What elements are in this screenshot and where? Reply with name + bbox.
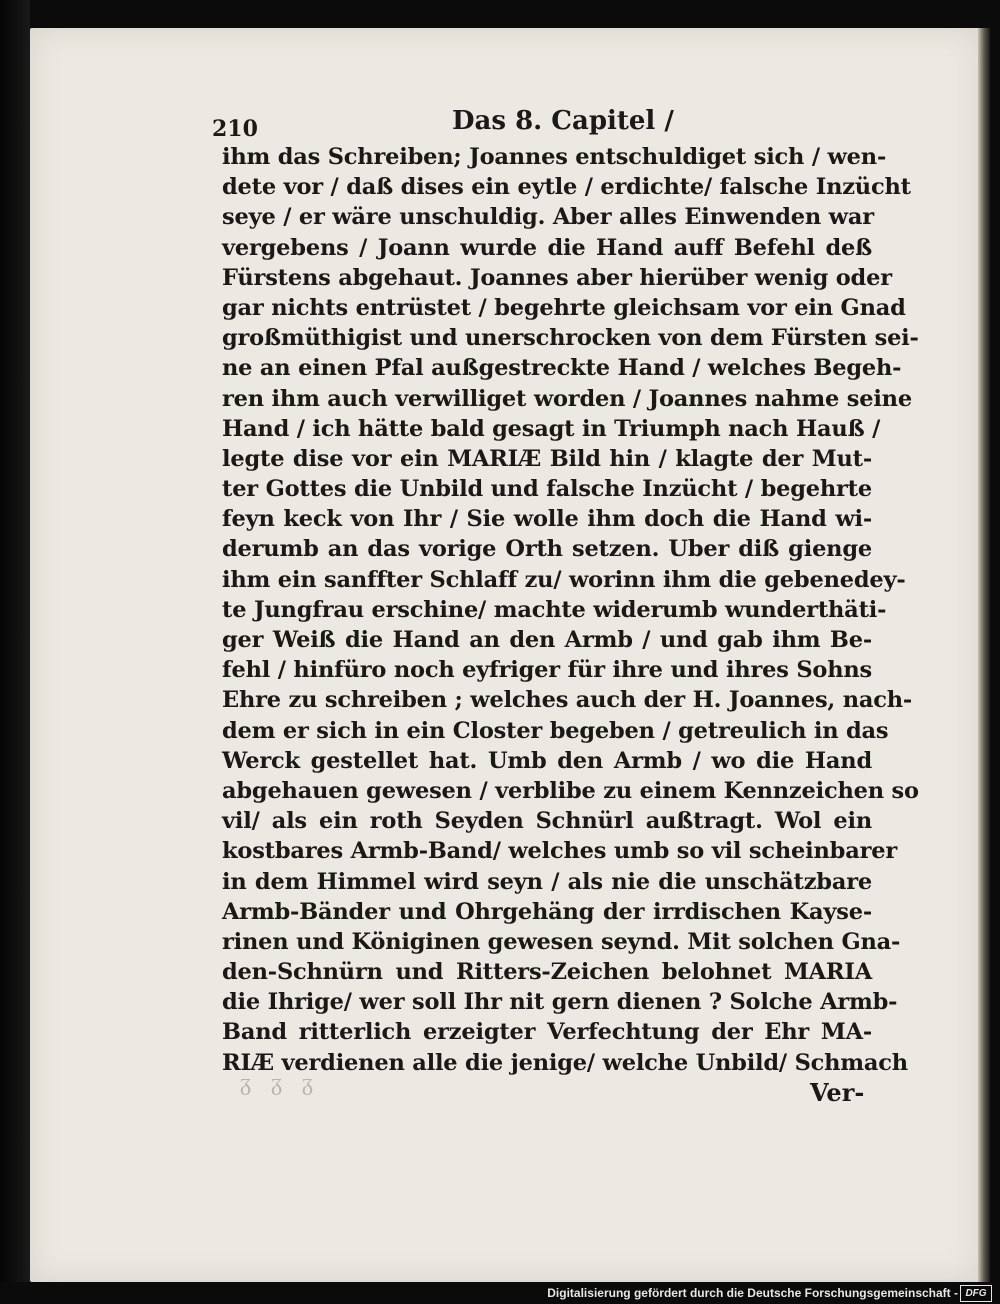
text-line: dete vor / daß dises ein eytle / erdichte/ falsche Inzücht [222, 174, 911, 201]
body-text [222, 142, 919, 1078]
text-line: ren ihm auch verwilliget worden / Joannes nahme seine [222, 385, 912, 412]
page-header [212, 106, 692, 142]
text-line: Hand / ich hätte bald gesagt in Triumph nach Hauß / [222, 415, 881, 442]
text-line: te Jungfrau erschine/ machte widerumb wunderthäti- [222, 596, 887, 623]
text-line: ihm ein sanffter Schlaff zu/ worinn ihm die gebenedey- [222, 566, 906, 593]
page-edge-shadow [978, 28, 990, 1282]
text-line: kostbares Armb-Band/ welches umb so vil scheinbarer [222, 838, 897, 865]
text-line: derumb an das vorige Orth setzen. Uber diß gienge [222, 536, 872, 563]
text-line: seye / er wäre unschuldig. Aber alles Einwenden war [222, 204, 874, 231]
text-line: feyn keck von Ihr / Sie wolle ihm doch die Hand wi- [222, 506, 872, 533]
page-number: 210 [212, 116, 258, 142]
text-line: vergebens / Joann wurde die Hand auff Befehl deß [222, 234, 872, 261]
text-line: die Ihrige/ wer soll Ihr nit gern dienen ? Solche Armb- [222, 989, 898, 1016]
text-line: Werck gestellet hat. Umb den Armb / wo die Hand [222, 747, 872, 774]
text-line: ne an einen Pfal außgestreckte Hand / welches Begeh- [222, 355, 902, 382]
text-line: gar nichts entrüstet / begehrte gleichsam vor ein Gnad [222, 294, 906, 321]
text-line: dem er sich in ein Closter begeben / getreulich in das [222, 717, 889, 744]
show-through-marks: ᵹ ᵹ ᵹ [240, 1068, 320, 1096]
dfg-logo-icon: DFG [960, 1285, 992, 1302]
text-line: großmüthigist und unerschrocken von dem Fürsten sei- [222, 325, 919, 352]
catchword: Ver- [810, 1078, 865, 1107]
text-line: RIÆ verdienen alle die jenige/ welche Unbild/ Schmach [222, 1049, 908, 1076]
text-line: Armb-Bänder und Ohrgehäng der irrdischen Kayse- [222, 898, 872, 925]
text-line: fehl / hinfüro noch eyfriger für ihre und ihres Sohns [222, 657, 872, 684]
text-line: den-Schnürn und Ritters-Zeichen belohnet MARIA [222, 959, 872, 986]
text-line: legte dise vor ein MARIÆ Bild hin / klagte der Mut- [222, 445, 872, 472]
running-head: Das 8. Capitel / [452, 106, 674, 136]
funding-credit: Digitalisierung gefördert durch die Deutsche Forschungsgemeinschaft - [547, 1286, 958, 1300]
text-line: ter Gottes die Unbild und falsche Inzücht / begehrte [222, 476, 872, 503]
text-line: ger Weiß die Hand an den Armb / und gab ihm Be- [222, 627, 872, 653]
text-line: ihm das Schreiben; Joannes entschuldiget sich / wen- [222, 144, 887, 170]
text-line: vil/ als ein roth Seyden Schnürl außtragt. Wol ein [222, 808, 872, 835]
text-line: in dem Himmel wird seyn / als nie die unschätzbare [222, 868, 872, 895]
text-line: Ehre zu schreiben ; welches auch der H. Joannes, nach- [222, 687, 913, 714]
text-line: rinen und Königinen gewesen seynd. Mit solchen Gna- [222, 928, 901, 955]
text-line: Fürstens abgehaut. Joannes aber hierüber wenig oder [222, 264, 892, 291]
scan-left-margin [0, 0, 30, 1304]
text-line: Band ritterlich erzeigter Verfechtung der Ehr MA- [222, 1019, 872, 1046]
text-line: abgehauen gewesen / verblibe zu einem Kennzeichen so [222, 777, 919, 804]
